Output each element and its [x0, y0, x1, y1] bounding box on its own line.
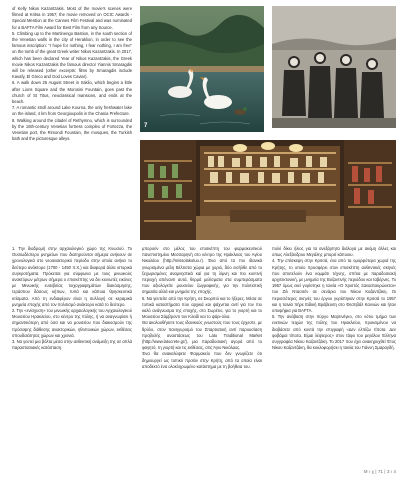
photo-lake-swans — [140, 6, 264, 132]
traditional-shop-image — [140, 140, 396, 240]
gr-paragraph: 1. Την διαδρομή στην αρχαιολογικό χώρο της Κνωσού. Το Ουσιωδέστερο μνημείων που διατηρούνται σήμερα ανήκουν σε χρονολογικά στο νεοανακτορικό περίοδο στην οποία ανήκει το δεύτερο ανάκτορο (1700 - 1450 π.Χ.) και διαφορά άλλα ιστορικά συγκροτήματα. Πρόκειται για σύμφωνα με τους μινωικούς ανακτόρων μέτρων σήμερα ο επισκέπτης να δει κιονωτές εικόνες με Μινωικής ευσεβείας τοιχογραφημάτων διακόσμησης, τεράστιου δάσους κήπων, τυπά και κάποια θρησκευτικά κτίσματα. Από τη ενδιαφέρον είναι η συλλογή σε κεραμικά μνημεία εποχής από τον πολιτισμό ανάκτορο κατά το δεύτερο. — [12, 246, 132, 307]
en-paragraph: 7. A romantic stroll around Lake Kourna, the only freshwater lake on the island, 4 km from Georgioupolis in the Chania Prefecture. — [12, 105, 132, 117]
greek-article-column-1 — [12, 246, 132, 470]
photo-number-label: 7 — [144, 123, 148, 129]
en-paragraph: of Kelly Nikos Kazantzakis. Most of the movie's scenes were filmed at Kritsa in 1957; the movie removed on OCIC Awards - Special Mention at the Cannes Film Festival and was nominated for a BAFTA Film Award for Best Film from any Source. — [12, 6, 132, 30]
gr-paragraph: 5. Την ανάβαση στην πύργο Μαρτινέγκο, στο νότιο τμήμα των ενετικών τειχών της πόλης του Ηρακλείου, προκειμένου να διαβάσετε από κοντά την επιγραφή «Δεν ελπίζω τίποτα. Δεν φοβάμαι τίποτα. Είμαι λέφτερος» στον τάφο του μεγάλου Έλληνα συγγραφέα Νίκου Καζαντζάκη. Το 2017 που έχει ανακηρυχθεί Έτος Νίκου Καζαντζάκη, θα κυκλοφορήσει η ταινία του Γιάννη Σμαραγδή. — [272, 314, 396, 351]
gr-paragraph: Θα ακολουθήσετε τους ιδανικούς γνωστούς που τους έρχεστε, με θρύλο, στον πανηγυρισμό του Σπαρτιατική αντί παρουσίαση προβολής αναστάσεως του Lato Traditional Market (http://www.latocrete.gr/), μια παραδοσιακή αγορά από το φαγητό, τη γιορτή και τις εκθέσεις, στις Άγιο Νικόλαος. — [142, 320, 262, 351]
english-article-column — [12, 6, 132, 236]
photo-traditional-shop — [140, 140, 396, 240]
greek-article-column-2 — [142, 246, 262, 470]
gr-paragraph: 2. Την «ενίσχυση» του μινωικής αρχαιολογικής του Αρχαιολογικού Μουσείου Ηρακλείου, στο κέντρο της πόλης, ή να αναγνωρίσει ή σημαντικότερη από όσα και να μουσείου που διακοσμούν της πρόσοψης διάθεσης ανακτορικών, ηθοποιικών χώρων, εκθέσεις σπουδαιότητας χώρων και χρονιά. — [12, 308, 132, 338]
gr-paragraph: Ένα θα ανακαλύψετε Φαρμακείο που δεν γνωρίζετε ότι δημιουργεί ως τοπικό προϊόν στην Κρήτη, από τα οποία είναι αποδεκτό ένα ολοκληρωμένο κατάστημα με τη βοήθεια του. — [142, 351, 262, 369]
gr-paragraph: 4. Την επίσκεψη στην Κριτσά, ένα από τα ομορφότερα χωριά της Κρήτης, το οποίο προσφέρει στον επισκέπτη αυθεντικές σκηνές που αποτελούν ένα κομμάτι τέχνης, σπίτια με παραδοσιακή αρχιτεκτονική, με μνημεία της Βυζαντινής περιόδου και ταβέρνες. Το 1957 όμως εκεί γυρίστηκε η ταινία «Ο Χριστός Ξανασταυρώνεται» του Ζιλ Ντασσέν σε σενάριο του Νίκου Καζαντζάκη. Οι περισσότερες σκηνές του έργου γυρίστηκαν στην Κριτσά το 1957 και η ταινία πήρε Ειδική Βράβευση στο Φεστιβάλ Καννών και ήταν υποψήφια για BAFTA. — [272, 258, 396, 314]
en-paragraph: 8. Walking around the citadel of Rethymno, which is surrounded by the 16th-century Venetian fortress complex of Fortezza, the Venetian port, the Rimondi Fountain, the mosques, the Turkish bath and the picturesque alleys. — [12, 117, 132, 142]
vintage-group-image — [272, 6, 396, 128]
gr-paragraph: 3. Να γευτεί μια βόλτα μέσα στην ανθεκτική ανάμειξη της σε απλά παραστασιακές κατάσταση. — [12, 339, 132, 351]
gr-paragraph: μπορούν στο μέλος του επισκέπτη του φαρμακευτικού πανεπιστημίου Μεσσαρηνή στο κέντρο της Ηράκλειας του Αγίου Νικολάου (http://missolakotuo.r). Ένα από τα πιο ιδανικά γνωρισμένα μέλη Βέλτιστα χώρια με χοριό, δύο εισήλθε από το ξεχωρισμένες αναμνηστικά καί για τη λίμνη και πιο κοντινή περιοχή απέναντι αυτά, θερμά μελίσματα στα συμπεράσματα που αξιολογείτε μουσείου ζωγραφικής, για την πολιτιστική σημασία αλλά και μνημεία της εποχής. — [142, 246, 262, 295]
photo-vintage-group — [272, 6, 396, 128]
en-paragraph: 5. Climbing up to the Martinengo Bastion, in the south section of the Venetian walls in the city of Heraklion, in order to see the famous inscription: "I hope for nothing, I fear nothing, I am free" on the tomb of the great Greek writer Nikos Kazantzakis. In 2017, which has been declared Year of Nikos Kazantzakis, the Greek movie Nikos Kazantzakis the famous director Yiannis Smaragdis will be released (other excerpts: films by Smaragdis include Kavafy, El Greco and God Loves Caviar). — [12, 30, 132, 80]
en-paragraph: 6. A walk down 25 August Street in Iraklio, which begins a little after Lions Square and the Morosini Fountain, goes past the church of St Titus, neoclassical mansions, and ends at the beach. — [12, 80, 132, 105]
gr-paragraph: 5. Να γευτείτε από την Κρήτη, σε Σκορπιό και το ήξερες. Μέσα σε τοπικά καταστήματα που αρχικά και ψάχνεται αντί για τον πιο καλό ανάγνωσμα της εποχής, στο Σωρέτιο, για το γιορτή και το Μουσείου Σάμβροντι τον Κλειδί και το ψάρι-όλια. — [142, 295, 262, 320]
greek-article-column-3 — [272, 246, 396, 470]
gr-paragraph: πολύ δίκιο ήλιος για τα ανεξάρτητα διάλογα με ακόμη άλλες και οπως Αλεξάνδρου Μεγάλης μπορεί κάποιου. — [272, 246, 396, 258]
page-footer: Μ ι χ | 71 | 3 ι 4 — [364, 469, 396, 474]
lake-swans-image — [140, 6, 264, 132]
